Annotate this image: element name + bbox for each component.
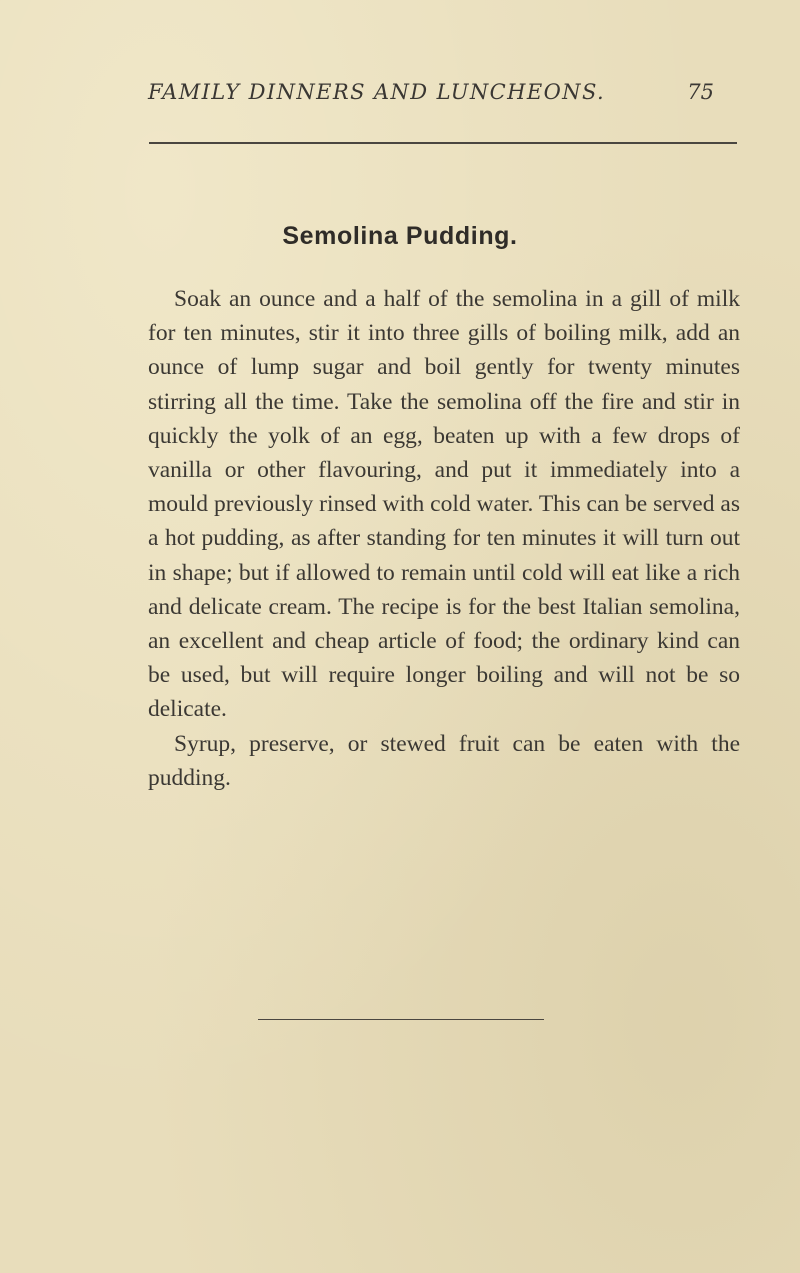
recipe-paragraph-serving: Syrup, preserve, or stewed fruit can be eaten with the pudding. bbox=[148, 730, 740, 791]
page-number: 75 bbox=[687, 80, 714, 104]
header-rule bbox=[149, 142, 737, 144]
end-rule bbox=[258, 1019, 544, 1020]
running-head bbox=[148, 80, 738, 114]
recipe-paragraph-method: Soak an ounce and a half of the semolina in a gill of milk for ten minutes, stir it into three gills of boiling milk, add an ounce of lump sugar and boil gently for twenty minutes stirring all the time. Take the semolina off the fire and stir in quickly the yolk of an egg, beaten up with a few drops of vanilla or other flavouring, and put it immediately into a mould previously rinsed with cold water. This can be served as a hot pudding, as after standing for ten minutes it will turn out in shape; but if allowed to remain until cold will eat like a rich and delicate cream. The recipe is for the best Italian semolina, an excellent and cheap article of food; the ordinary kind can be used, but will require longer boiling and will not be so delicate. bbox=[148, 286, 740, 723]
recipe-body bbox=[148, 282, 740, 795]
running-title: FAMILY DINNERS AND LUNCHEONS. bbox=[148, 80, 606, 104]
recipe-title: Semolina Pudding. bbox=[282, 222, 518, 250]
